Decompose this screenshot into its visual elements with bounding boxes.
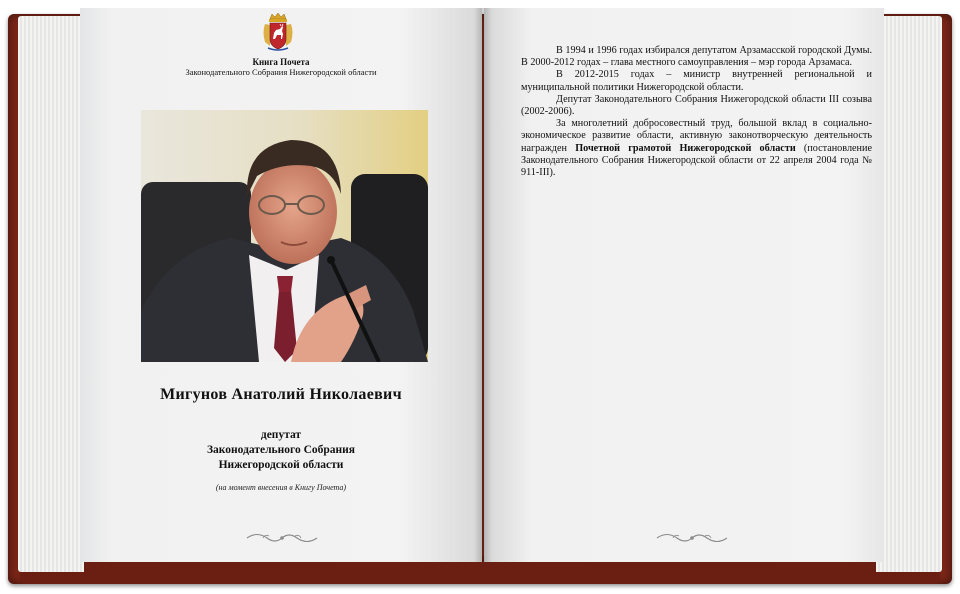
person-role [80,428,482,473]
entry-note: (на момент внесения в Книгу Почета) [215,483,347,492]
portrait-photo [141,110,428,362]
role-line: депутат [260,429,302,441]
page-stack-right [876,16,942,572]
flourish-ornament-icon [655,530,729,546]
biography-paragraph: Депутат Законодательного Собрания Нижегородской области III созыва (2002-2006). [521,93,872,118]
page-stack-left [18,16,84,572]
biography-paragraph: В 1994 и 1996 годах избирался депутатом Арзамасской городской Думы. В 2000-2012 годах – глава местного самоуправления – мэр города Арзамаса. [521,45,872,69]
award-text-start: За многолетний добросовестный труд, большой вклад в социально-экономическое развитие области, активную законотворческую деятельность награжден [521,118,872,154]
award-name: Почетной грамотой Нижегородской области [575,142,796,154]
flourish-ornament-icon [245,530,319,546]
role-line: Законодательного Собрания [206,444,355,456]
coat-of-arms-icon [261,12,295,52]
person-name: Мигунов Анатолий Николаевич [160,386,402,403]
award-text-end: (постановление Законодательного Собрания Нижегородской области от 22 апреля 2004 года № 911-III). [521,142,872,179]
book-spine-shadow [474,8,492,562]
book-subtitle: Законодательного Собрания Нижегородской области [185,67,377,77]
book-title: Книга Почета [252,57,310,67]
biography-paragraph: В 2012-2015 годах – министр внутренней региональной и муниципальной политики Нижегородской области. [521,69,872,93]
biography-text [521,45,872,179]
role-line: Нижегородской области [218,459,344,471]
biography-paragraph-award [521,118,872,179]
